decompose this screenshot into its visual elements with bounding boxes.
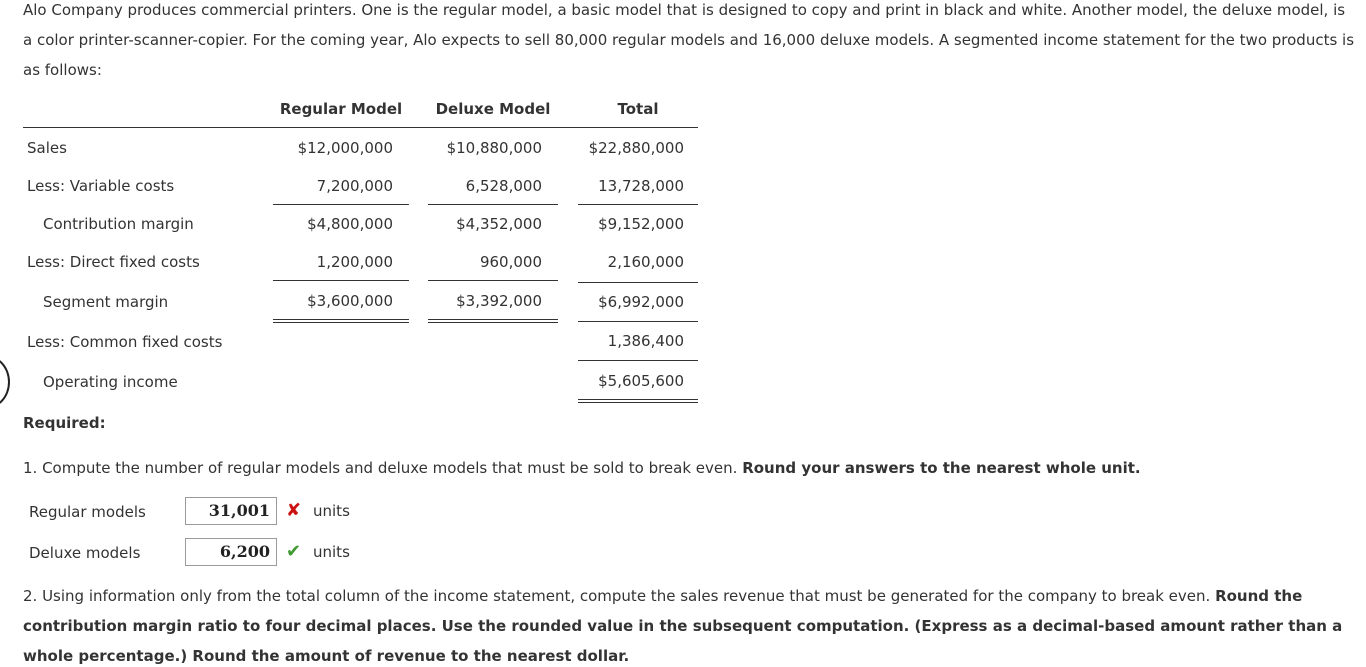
cell-regular: 7,200,000 [316,177,393,195]
subtotal-rule [578,321,698,322]
double-rule [578,399,698,403]
question-2-line-3: whole percentage.) Round the amount of revenue to the nearest dollar. [23,647,630,665]
required-heading: Required: [23,414,106,432]
deluxe-units-label: units [313,543,350,561]
cell-regular: $12,000,000 [297,139,393,157]
subtotal-rule [428,280,558,281]
cell-total: $5,605,600 [598,372,684,390]
cell-total: $6,992,000 [598,293,684,311]
cell-deluxe: $4,352,000 [456,215,542,233]
cell-total: 2,160,000 [607,253,684,271]
row-label: Sales [27,139,67,157]
question-1-text: 1. Compute the number of regular models and deluxe models that must be sold to break even. [23,459,738,477]
cell-deluxe: $10,880,000 [446,139,542,157]
cell-deluxe: $3,392,000 [456,292,542,310]
table-row [0,253,700,273]
table-row [0,177,700,197]
cell-regular: 1,200,000 [316,253,393,271]
regular-models-label: Regular models [29,503,146,521]
cell-deluxe: 960,000 [479,253,542,271]
subtotal-rule [578,360,698,361]
deluxe-models-input[interactable]: 6,200 [185,538,277,566]
regular-units-label: units [313,502,350,520]
cell-total: 1,386,400 [607,332,684,350]
regular-models-input[interactable]: 31,001 [185,497,277,525]
header-deluxe-model: Deluxe Model [435,100,551,118]
header-total: Total [617,100,659,118]
table-row [0,292,700,312]
double-rule [273,319,409,323]
cell-total: $22,880,000 [588,139,684,157]
row-label: Contribution margin [43,215,194,233]
table-row [0,373,700,393]
header-regular-model: Regular Model [279,100,403,118]
subtotal-rule [578,282,698,283]
scroll-marker-circle [0,355,10,409]
deluxe-models-label: Deluxe models [29,544,141,562]
header-rule [23,127,698,128]
cell-regular: $4,800,000 [307,215,393,233]
subtotal-rule [273,280,409,281]
table-row [0,139,700,159]
row-label: Segment margin [43,293,169,311]
cell-regular: $3,600,000 [307,292,393,310]
cell-total: 13,728,000 [598,177,684,195]
row-label: Operating income [43,373,178,391]
problem-intro: Alo Company produces commercial printers. One is the regular model, a basic model that is designed to copy and print in black and white. Another model, the deluxe model, is a color printer-scanner-copier. For the coming year, Alo expects to sell 80,000 regular models and 16,000 deluxe models. A segmented income statement for the two products is as follows: [23,1,1355,79]
question-2-instruction-start: Round the [1215,587,1303,605]
cell-total: $9,152,000 [598,215,684,233]
subtotal-rule [578,204,698,205]
row-label: Less: Variable costs [27,177,175,195]
table-row [0,215,700,235]
double-rule [428,319,558,323]
question-1 [23,459,1141,477]
table-row [0,333,700,353]
cell-deluxe: 6,528,000 [465,177,542,195]
row-label: Less: Common fixed costs [27,333,223,351]
subtotal-rule [273,204,409,205]
question-2-text: 2. Using information only from the total column of the income statement, compute the sales revenue that must be generated for the company to break even. [23,587,1211,605]
question-2-line-2: contribution margin ratio to four decimal places. Use the rounded value in the subsequent computation. (Express as a decimal-based amount rather than a [23,617,1343,635]
check-mark-icon: ✔ [286,541,302,562]
subtotal-rule [428,204,558,205]
question-2-line-1 [23,587,1302,605]
x-mark-icon: ✘ [286,500,302,521]
row-label: Less: Direct fixed costs [27,253,200,271]
question-1-instruction: Round your answers to the nearest whole unit. [742,459,1141,477]
